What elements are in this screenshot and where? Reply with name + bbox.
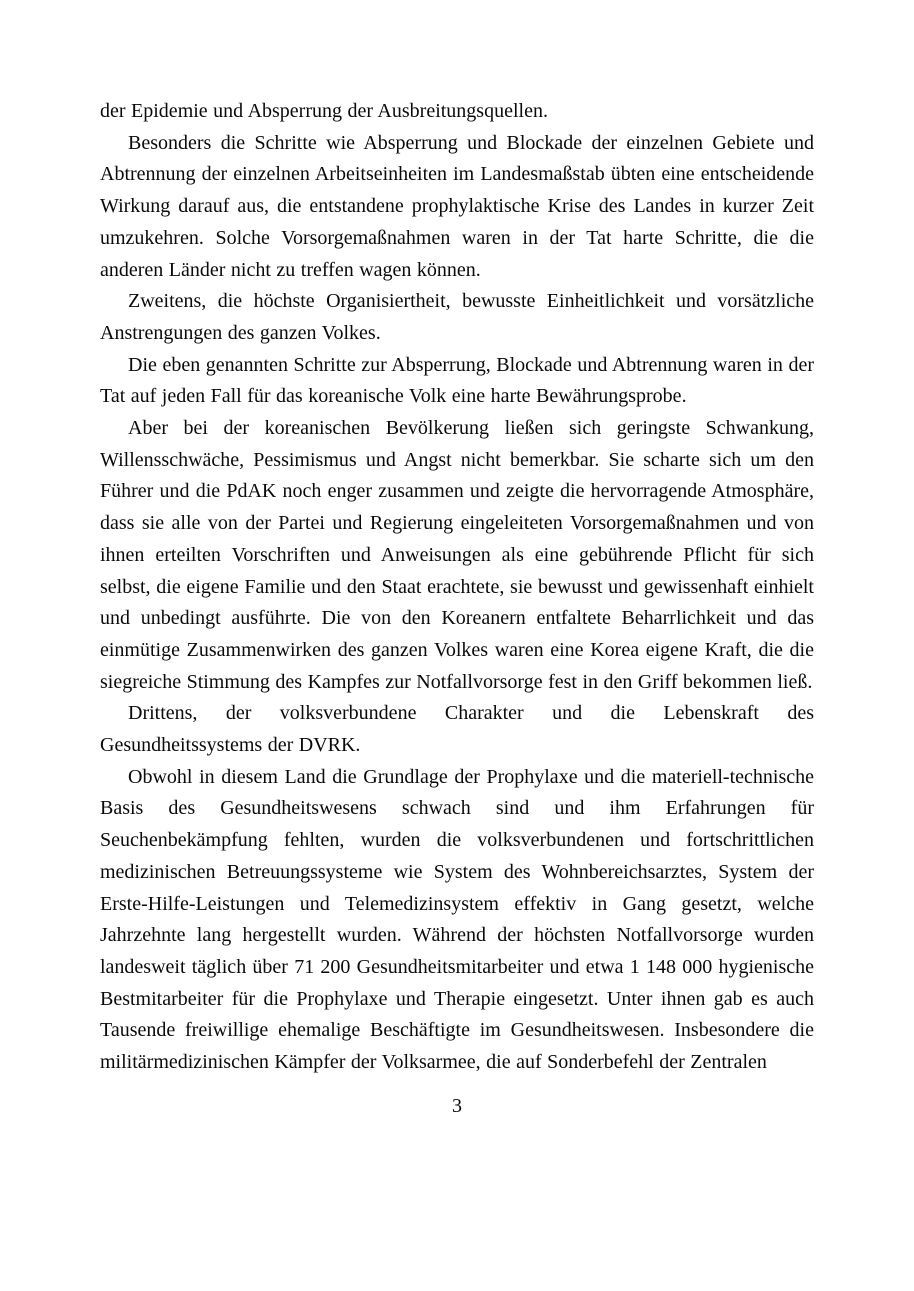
paragraph: Die eben genannten Schritte zur Absperrung, Blockade und Abtrennung waren in der Tat auf jeden Fall für das koreanische Volk eine harte Bewährungsprobe. (100, 353, 814, 408)
paragraph: der Epidemie und Absperrung der Ausbreitungsquellen. (100, 100, 548, 122)
paragraph: Besonders die Schritte wie Absperrung und Blockade der einzelnen Gebiete und Abtrennung der einzelnen Arbeitseinheiten im Landesmaßstab übten eine entscheidende Wirkung darauf aus, die entstandene prophylaktische Krise des Landes in kurzer Zeit umzukehren. Solche Vorsorgemaßnahmen waren in der Tat harte Schritte, die die anderen Länder nicht zu treffen wagen können. (100, 131, 814, 281)
page-number: 3 (452, 1094, 462, 1117)
paragraph: Drittens, der volksverbundene Charakter und die Lebenskraft des Gesundheitssystems der DVRK. (100, 702, 814, 757)
paragraph: Obwohl in diesem Land die Grundlage der Prophylaxe und die materiell-technische Basis des Gesundheitswesens schwach sind und ihm Erfahrungen für Seuchenbekämpfung fehlten, wurden die volksverbundenen und fortschrittlichen medizinischen Betreuungssysteme wie System des Wohnbereichsarztes, System der Erste-Hilfe-Leistungen und Telemedizinsystem effektiv in Gang gesetzt, welche Jahrzehnte lang hergestellt wurden. Während der höchsten Notfallvorsorge wurden landesweit täglich über 71 200 Gesundheitsmitarbeiter und etwa 1 148 000 hygienische Bestmitarbeiter für die Prophylaxe und Therapie eingesetzt. Unter ihnen gab es auch Tausende freiwillige ehemalige Beschäftigte im Gesundheitswesen. Insbesondere die militärmedizinischen Kämpfer der Volksarmee, die auf Sonderbefehl der Zentralen (100, 765, 814, 1074)
paragraph: Aber bei der koreanischen Bevölkerung ließen sich geringste Schwankung, Willensschwäche, Pessimismus und Angst nicht bemerkbar. Sie scharte sich um den Führer und die PdAK noch enger zusammen und zeigte die hervorragende Atmosphäre, dass sie alle von der Partei und Regierung eingeleiteten Vorsorgemaßnahmen und von ihnen erteilten Vorschriften und Anweisungen als eine gebührende Pflicht für sich selbst, die eigene Familie und den Staat erachtete, sie bewusst und gewissenhaft einhielt und unbedingt ausführte. Die von den Koreanern entfaltete Beharrlichkeit und das einmütige Zusammenwirken des ganzen Volkes waren eine Korea eigene Kraft, die die siegreiche Stimmung des Kampfes zur Notfallvorsorge fest in den Griff bekommen ließ. (100, 417, 814, 693)
paragraph: Zweitens, die höchste Organisiertheit, bewusste Einheitlichkeit und vorsätzliche Anstrengungen des ganzen Volkes. (100, 290, 814, 344)
text-block (100, 96, 814, 1079)
